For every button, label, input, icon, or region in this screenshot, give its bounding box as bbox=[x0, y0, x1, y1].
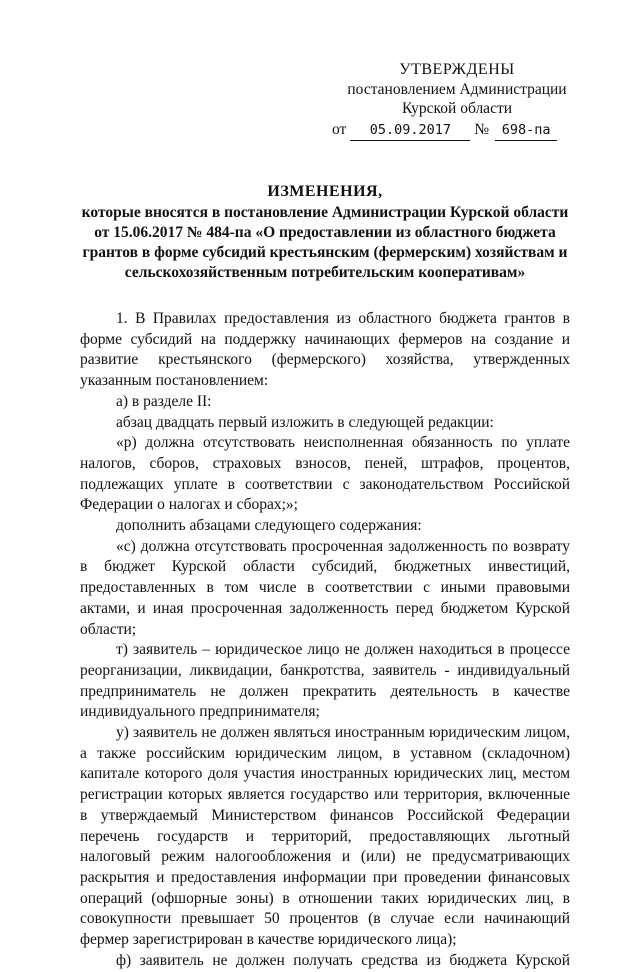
paragraph: ф) заявитель не должен получать средства из бюджета Курской bbox=[116, 951, 570, 969]
approval-title: УТВЕРЖДЕНЫ bbox=[399, 61, 515, 78]
paragraph: т) заявитель – юридическое лицо не должен находиться в процессе реорганизации, ликвидации, банкротства, заявитель - индивидуальный предприниматель не должен прекратить деятельность в качестве индивидуального предпринимателя; bbox=[80, 641, 570, 721]
paragraph: «с) должна отсутствовать просроченная задолженность по возврату в бюджет Курской области субсидий, бюджетных инвестиций, предоставленных в том числе в соответствии с иными правовыми актами, и иная просроченная задолженность перед бюджетом Курской области; bbox=[80, 537, 570, 638]
paragraph: «р) должна отсутствовать неисполненная обязанность по уплате налогов, сборов, страховых взносов, пеней, штрафов, процентов, подлежащих уплате в соответствии с законодательством Российской Федерации о налогах и сборах;»; bbox=[80, 434, 570, 514]
heading-title: ИЗМЕНЕНИЯ, bbox=[267, 183, 383, 200]
number-label: № bbox=[474, 120, 490, 138]
heading-subtitle: которые вносятся в постановление Администрации Курской области от 15.06.2017 № 484-па «О предоставлении из областного бюджета грантов в форме субсидий крестьянским (фермерским) хозяйствам и сельскохозяйственным потребительским кооперативам» bbox=[81, 204, 569, 281]
paragraph: дополнить абзацами следующего содержания: bbox=[116, 517, 422, 535]
paragraph: абзац двадцать первый изложить в следующей редакции: bbox=[116, 413, 494, 431]
approval-stamp bbox=[332, 60, 582, 141]
approval-line-2: Курской области bbox=[401, 100, 513, 117]
paragraph: у) заявитель не должен являться иностранным юридическим лицом, а также российским юридическим лицом, в уставном (складочном) капитале которого доля участия иностранных юридических лиц, местом регистрации которых является государство или территория, включенные в утверждаемый Министерством финансов Российской Федерации перечень государств и территорий, предоставляющих льготный налоговый режим налогообложения и (или) не предусматривающих раскрытия и предоставления информации при проведении финансовых операций (офшорные зоны) в отношении таких юридических лиц, в совокупности превышает 50 процентов (в случае если начинающий фермер зарегистрирован в качестве юридического лица); bbox=[80, 724, 570, 949]
document-heading bbox=[80, 182, 570, 283]
approval-date-row bbox=[332, 120, 582, 142]
approval-line-1: постановлением Администрации bbox=[347, 80, 567, 98]
paragraph: а) в разделе II: bbox=[116, 392, 212, 410]
approval-date: 05.09.2017 bbox=[350, 121, 470, 142]
document-body bbox=[80, 309, 570, 972]
from-label: от bbox=[332, 120, 347, 138]
approval-number: 698-па bbox=[495, 121, 557, 142]
paragraph: 1. В Правилах предоставления из областного бюджета грантов в форме субсидий на поддержку начинающих фермеров на создание и развитие крестьянского (фермерского) хозяйства, утвержденных указанным постановлением: bbox=[80, 310, 570, 390]
